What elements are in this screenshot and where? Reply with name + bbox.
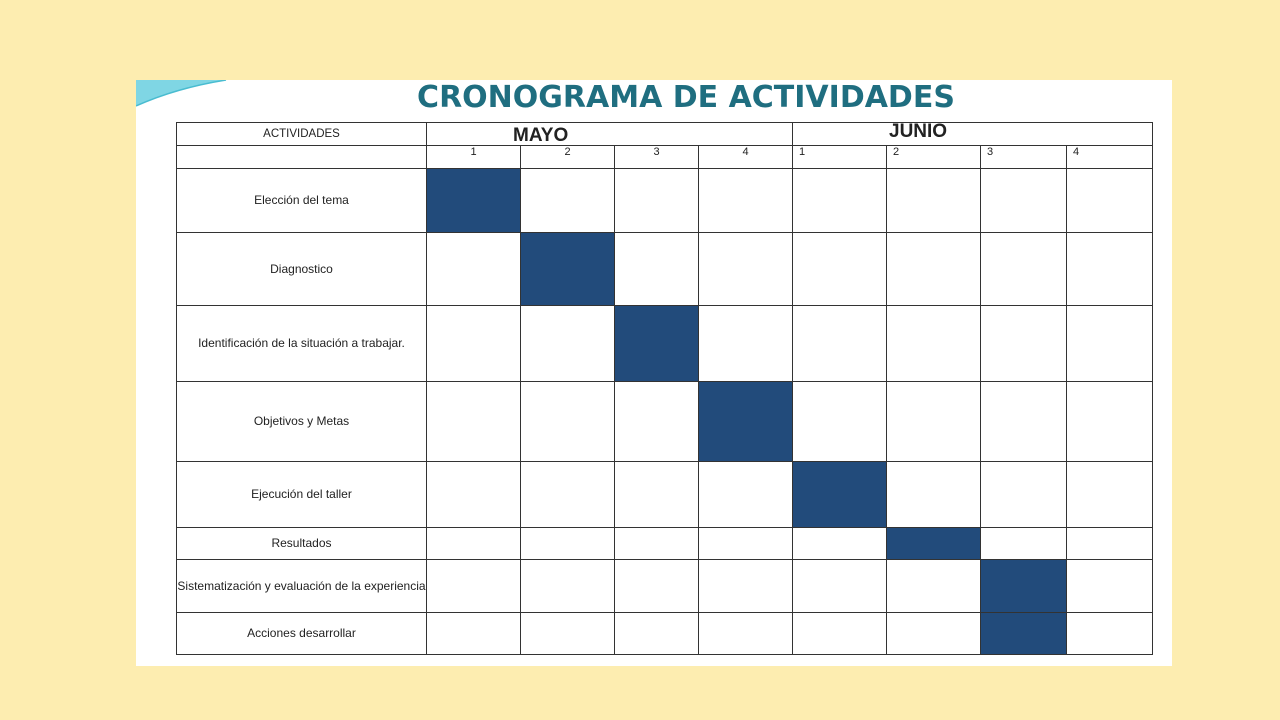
schedule-cell: [521, 528, 615, 560]
activity-label: Identificación de la situación a trabajar.: [177, 306, 427, 382]
slide: [136, 80, 1172, 666]
schedule-cell: [699, 560, 793, 613]
schedule-cell: [1067, 560, 1153, 613]
schedule-cell: [615, 462, 699, 528]
schedule-cell: [615, 382, 699, 462]
week-header-blank: [177, 146, 427, 169]
activity-label: Sistematización y evaluación de la experiencia: [177, 560, 427, 613]
schedule-cell: [521, 382, 615, 462]
month-header-mayo: MAYO: [427, 123, 793, 146]
table-row: [177, 382, 1153, 462]
schedule-cell-filled: [427, 169, 521, 233]
schedule-cell: [1067, 169, 1153, 233]
schedule-cell: [521, 169, 615, 233]
schedule-cell: [521, 306, 615, 382]
week-header-mayo-2: 2: [521, 146, 615, 169]
schedule-cell: [793, 233, 887, 306]
week-header-junio-1: 1: [793, 146, 887, 169]
schedule-cell: [521, 613, 615, 655]
schedule-cell-filled: [615, 306, 699, 382]
schedule-cell: [887, 462, 981, 528]
schedule-cell: [1067, 233, 1153, 306]
schedule-cell: [699, 306, 793, 382]
schedule-cell: [615, 233, 699, 306]
schedule-cell: [427, 462, 521, 528]
schedule-cell-filled: [521, 233, 615, 306]
activity-label: Acciones desarrollar: [177, 613, 427, 655]
schedule-cell: [793, 560, 887, 613]
week-header-mayo-3: 3: [615, 146, 699, 169]
schedule-cell: [427, 233, 521, 306]
schedule-cell: [427, 382, 521, 462]
month-header-junio: JUNIO: [793, 123, 1153, 146]
table-row: [177, 613, 1153, 655]
schedule-cell: [981, 233, 1067, 306]
schedule-cell: [887, 382, 981, 462]
schedule-cell: [981, 462, 1067, 528]
week-header-junio-2: 2: [887, 146, 981, 169]
schedule-cell: [615, 528, 699, 560]
schedule-cell: [615, 613, 699, 655]
schedule-cell: [981, 169, 1067, 233]
schedule-cell: [793, 306, 887, 382]
schedule-cell-filled: [981, 613, 1067, 655]
schedule-cell: [1067, 613, 1153, 655]
activity-label: Diagnostico: [177, 233, 427, 306]
schedule-cell: [699, 613, 793, 655]
schedule-cell: [615, 169, 699, 233]
schedule-cell: [521, 462, 615, 528]
schedule-cell: [699, 233, 793, 306]
schedule-table: [176, 122, 1153, 655]
schedule-cell: [699, 528, 793, 560]
schedule-cell: [699, 462, 793, 528]
schedule-cell: [1067, 306, 1153, 382]
table-row: [177, 233, 1153, 306]
schedule-cell: [427, 613, 521, 655]
page-title: CRONOGRAMA DE ACTIVIDADES: [417, 80, 955, 115]
activity-label: Ejecución del taller: [177, 462, 427, 528]
schedule-cell-filled: [887, 528, 981, 560]
schedule-cell: [1067, 462, 1153, 528]
schedule-cell-filled: [699, 382, 793, 462]
schedule-cell: [521, 560, 615, 613]
week-header-junio-4: 4: [1067, 146, 1153, 169]
table-row: [177, 306, 1153, 382]
table-row: [177, 169, 1153, 233]
table-row: [177, 560, 1153, 613]
schedule-cell: [887, 306, 981, 382]
schedule-cell: [887, 560, 981, 613]
schedule-cell: [1067, 382, 1153, 462]
schedule-cell: [615, 560, 699, 613]
schedule-cell: [981, 382, 1067, 462]
schedule-cell-filled: [981, 560, 1067, 613]
schedule-cell: [793, 169, 887, 233]
schedule-cell: [427, 306, 521, 382]
activities-header: ACTIVIDADES: [177, 123, 427, 146]
table-row: [177, 528, 1153, 560]
schedule-cell: [793, 528, 887, 560]
week-header-mayo-1: 1: [427, 146, 521, 169]
activity-rows: [177, 169, 1153, 655]
schedule-cell: [887, 613, 981, 655]
schedule-cell: [887, 169, 981, 233]
schedule-cell-filled: [793, 462, 887, 528]
week-header-junio-3: 3: [981, 146, 1067, 169]
schedule-cell: [793, 382, 887, 462]
schedule-cell: [981, 528, 1067, 560]
schedule-cell: [427, 560, 521, 613]
schedule-cell: [1067, 528, 1153, 560]
schedule-cell: [793, 613, 887, 655]
schedule-cell: [981, 306, 1067, 382]
schedule-cell: [427, 528, 521, 560]
table-row: [177, 462, 1153, 528]
activity-label: Objetivos y Metas: [177, 382, 427, 462]
activity-label: Resultados: [177, 528, 427, 560]
schedule-cell: [887, 233, 981, 306]
week-header-mayo-4: 4: [699, 146, 793, 169]
schedule-cell: [699, 169, 793, 233]
activity-label: Elección del tema: [177, 169, 427, 233]
